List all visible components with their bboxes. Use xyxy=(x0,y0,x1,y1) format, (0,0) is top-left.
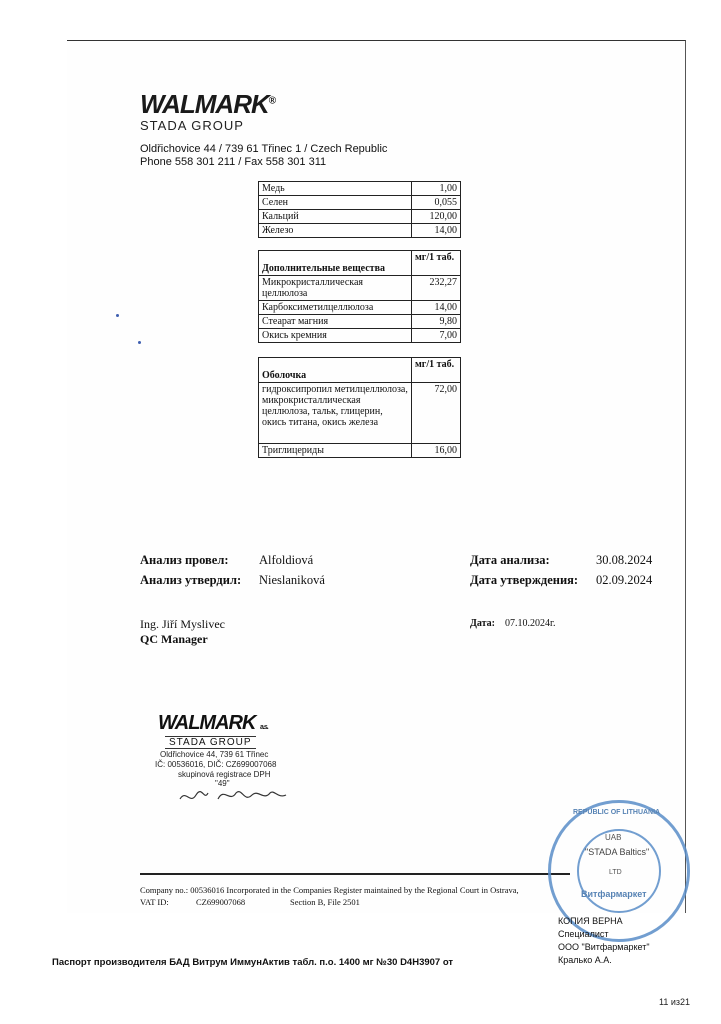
stamp-code: "49" xyxy=(215,779,230,788)
stamp-subtitle: STADA GROUP xyxy=(165,736,256,749)
document-caption: Паспорт производителя БАД Витрум ИммунАктив табл. п.о. 1400 мг №30 D4H3907 от xyxy=(52,957,454,968)
table-row: Стеарат магния 9,80 xyxy=(259,315,461,329)
stamp-registration: skupinová registrace DPH xyxy=(178,770,271,779)
walmark-logo: WALMARK® xyxy=(140,89,276,119)
official-seal: REPUBLIC OF LITHUANIA UAB "STADA Baltics" LTD Витфармаркет xyxy=(548,800,690,942)
table-row: Медь 1,00 xyxy=(259,182,461,196)
table-header-row: Оболочка мг/1 таб. xyxy=(259,358,461,383)
footer-vat-label: VAT ID: xyxy=(140,897,169,907)
address-line: Oldřichovice 44 / 739 61 Třinec 1 / Czech Republic xyxy=(140,143,388,155)
footer-section: Section B, File 2501 xyxy=(290,897,360,907)
signatory-name: Ing. Jiří Myslivec xyxy=(140,617,225,631)
analysis-approved-label: Анализ утвердил: xyxy=(140,573,242,587)
scan-speck xyxy=(116,314,119,317)
table-row: Карбоксиметилцеллюлоза 14,00 xyxy=(259,301,461,315)
table-row: Окись кремния 7,00 xyxy=(259,329,461,343)
footer-vat-id: CZ699007068 xyxy=(196,897,246,907)
minerals-table xyxy=(258,181,461,238)
coating-table xyxy=(258,357,461,458)
signatory-title: QC Manager xyxy=(140,632,208,646)
table-row: Железо 14,00 xyxy=(259,224,461,238)
table-row: Селен 0,055 xyxy=(259,196,461,210)
logo-subtitle: STADA GROUP xyxy=(140,118,244,133)
handwritten-signature xyxy=(178,785,288,810)
approval-date-label: Дата утверждения: xyxy=(470,573,579,587)
phone-line: Phone 558 301 211 / Fax 558 301 311 xyxy=(140,156,327,168)
stamp-ids: IČ: 00536016, DIČ: CZ699007068 xyxy=(155,760,277,769)
copy-company: ООО "Витфармаркет" xyxy=(558,942,650,952)
signatory-date-label: Дата: xyxy=(470,618,495,629)
table-row: гидроксипропил метилцеллюлоза, микрокристаллическая целлюлоза, тальк, глицерин, окись титана, окись железа 72,00 xyxy=(259,383,461,444)
approval-date: 02.09.2024 xyxy=(596,573,653,587)
signatory-date: 07.10.2024г. xyxy=(505,618,556,629)
analysis-date-label: Дата анализа: xyxy=(470,553,550,567)
copy-certified: КОПИЯ ВЕРНА xyxy=(558,916,623,926)
copy-person: Кралько А.А. xyxy=(558,955,612,965)
copy-specialist: Специалист xyxy=(558,929,609,939)
excipients-table xyxy=(258,250,461,343)
analysis-date: 30.08.2024 xyxy=(596,553,653,567)
table-row: Триглицериды 16,00 xyxy=(259,444,461,458)
page-number: 11 из21 xyxy=(659,997,691,1007)
table-header-row: Дополнительные вещества мг/1 таб. xyxy=(259,251,461,276)
analysis-approved-by: Nieslaniková xyxy=(259,573,325,587)
scan-speck xyxy=(138,341,141,344)
analysis-performed-by: Alfoldiová xyxy=(259,553,314,567)
table-row: Микрокристаллическая целлюлоза 232,27 xyxy=(259,276,461,301)
footer-divider xyxy=(140,873,570,875)
table-row: Кальций 120,00 xyxy=(259,210,461,224)
footer-company-info: Company no.: 00536016 Incorporated in the Companies Register maintained by the Regional Court in Ostrava, xyxy=(140,885,519,895)
document-page xyxy=(67,40,686,913)
stamp-logo: WALMARK a.s. xyxy=(158,712,268,734)
stamp-address: Oldřichovice 44, 739 61 Třinec xyxy=(160,750,269,759)
analysis-performed-label: Анализ провел: xyxy=(140,553,229,567)
